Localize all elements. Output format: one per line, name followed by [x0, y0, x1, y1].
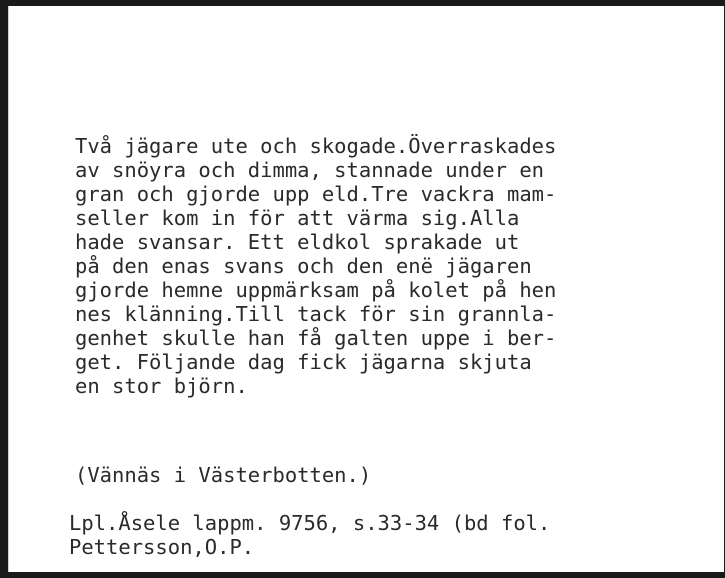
archive-reference — [69, 511, 550, 559]
archive-card — [8, 6, 724, 572]
story-line: gjorde hemne uppmärksam på kolet på hen — [75, 278, 557, 302]
story-line: seller kom in för att värma sig.Alla — [75, 206, 520, 230]
story-line: hade svansar. Ett eldkol sprakade ut — [75, 230, 520, 254]
story-line: get. Följande dag fick jägarna skjuta — [75, 350, 532, 374]
story-line: Två jägare ute och skogade.Överraskades — [75, 134, 557, 158]
story-line: genhet skulle han få galten uppe i ber- — [75, 326, 557, 350]
reference-line: Pettersson,O.P. — [69, 535, 255, 559]
story-line: nes klänning.Till tack för sin grannla- — [75, 302, 557, 326]
story-text — [75, 134, 556, 398]
story-line: på den enas svans och den enë jägaren — [75, 254, 532, 278]
story-line: en stor björn. — [75, 374, 248, 398]
origin-location: (Vännäs i Västerbotten.) — [75, 463, 372, 487]
story-line: gran och gjorde upp eld.Tre vackra mam- — [75, 182, 557, 206]
reference-line: Lpl.Åsele lappm. 9756, s.33-34 (bd fol. — [69, 511, 551, 535]
story-line: av snöyra och dimma, stannade under en — [75, 158, 544, 182]
